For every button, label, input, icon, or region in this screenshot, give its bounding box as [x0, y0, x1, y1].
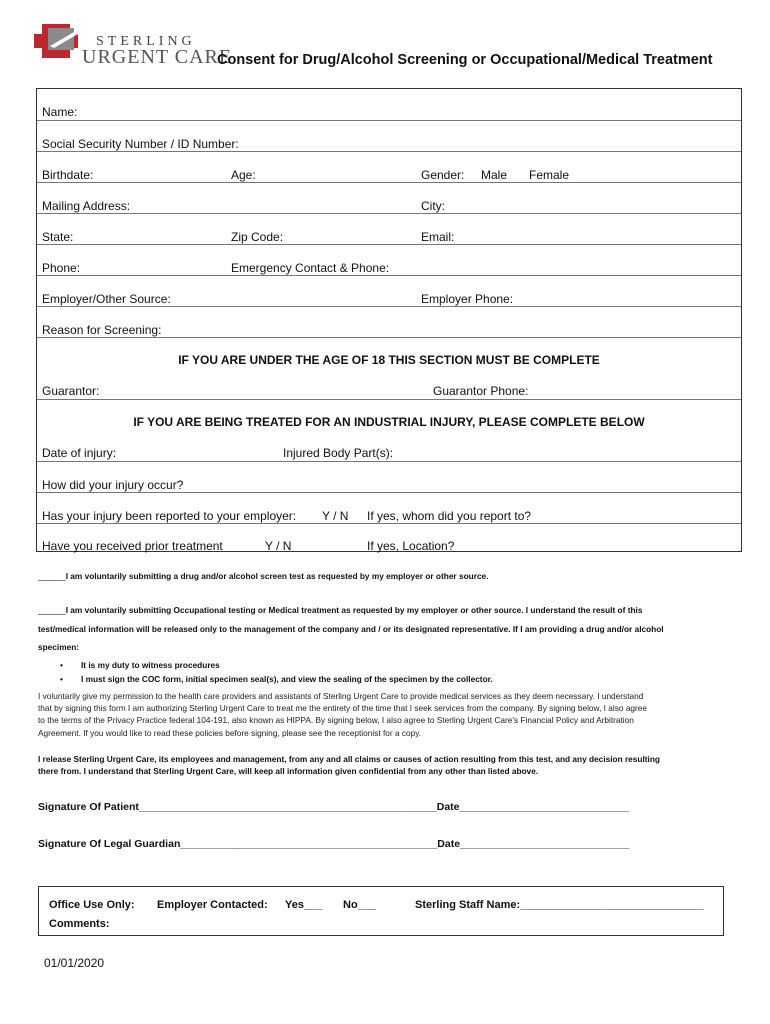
mailing-address-label: Mailing Address:	[42, 199, 131, 213]
release-line: there from. I understand that Sterling Urgent Care, will keep all information given confidential from any other than listed above.	[38, 766, 539, 777]
reason-label: Reason for Screening:	[42, 323, 162, 337]
email-label: Email:	[421, 230, 455, 244]
form-row-how-injury	[37, 461, 741, 492]
bullet-dot-icon: •	[60, 660, 63, 670]
employer-contacted-no[interactable]: No___	[343, 899, 377, 911]
employer-contacted-yes[interactable]: Yes___	[285, 899, 323, 911]
drug-screen-initial-blank[interactable]: ______	[38, 571, 66, 581]
guarantor-phone-label: Guarantor Phone:	[433, 384, 529, 398]
release-line: I release Sterling Urgent Care, its employees and management, from any and all claims or causes of action resulting from this test, and any decision resulting	[38, 754, 660, 764]
document-title: Consent for Drug/Alcohol Screening or Occupational/Medical Treatment	[217, 52, 713, 68]
prior-treatment-label: Have you received prior treatment	[42, 539, 223, 553]
name-label: Name:	[42, 105, 78, 119]
reported-to-whom-label: If yes, whom did you report to?	[367, 509, 532, 523]
form-row-ssn	[37, 120, 741, 151]
form-row-birthdate	[37, 151, 741, 182]
state-label: State:	[42, 230, 74, 244]
injury-section-heading: IF YOU ARE BEING TREATED FOR AN INDUSTRIAL INJURY, PLEASE COMPLETE BELOW	[133, 415, 645, 429]
form-row-name	[37, 89, 741, 120]
gender-male-option[interactable]: Male	[481, 168, 508, 182]
form-row-phone	[37, 244, 741, 275]
comments-label: Comments:	[49, 918, 110, 930]
minor-section-header	[37, 337, 741, 368]
brand-name-line2: URGENT CARE	[82, 46, 233, 68]
form-row-reason	[37, 306, 741, 337]
permission-line: Agreement. If you would like to read these policies before signing, please see the receptionist for a copy.	[38, 727, 422, 738]
employer-label: Employer/Other Source:	[42, 292, 171, 306]
release-paragraph	[38, 753, 738, 777]
guardian-signature-line[interactable]: Signature Of Legal Guardian____________________________________________Date_____________________________	[38, 838, 630, 850]
occupational-consent	[38, 603, 642, 617]
bullet-item	[60, 674, 493, 684]
drug-screen-consent	[38, 569, 488, 583]
bullet-text: I must sign the COC form, initial specimen seal(s), and view the sealing of the specimen by the collector.	[81, 674, 493, 684]
office-use-box	[38, 886, 724, 936]
ssn-label: Social Security Number / ID Number:	[42, 137, 239, 151]
occupational-initial-blank[interactable]: ______	[38, 605, 66, 615]
bullet-dot-icon: •	[60, 674, 63, 684]
patient-signature-line[interactable]: Signature Of Patient___________________________________________________Date_____________________________	[38, 801, 629, 813]
occupational-consent-line2: test/medical information will be released only to the management of the company and / or its designated representative. If I am providing a drug and/or alcohol	[38, 624, 664, 634]
employer-contacted-label: Employer Contacted:	[157, 899, 268, 911]
gender-female-option[interactable]: Female	[529, 168, 570, 182]
prior-treatment-yes-no[interactable]: Y / N	[265, 539, 292, 553]
bullet-item	[60, 660, 220, 670]
age-label: Age:	[231, 168, 256, 182]
employer-phone-label: Employer Phone:	[421, 292, 514, 306]
form-row-guarantor	[37, 368, 741, 399]
how-injury-label: How did your injury occur?	[42, 478, 184, 492]
guarantor-label: Guarantor:	[42, 384, 100, 398]
zip-label: Zip Code:	[231, 230, 284, 244]
injured-body-part-label: Injured Body Part(s):	[283, 446, 394, 460]
emergency-contact-label: Emergency Contact & Phone:	[231, 261, 390, 275]
injury-reported-yes-no[interactable]: Y / N	[322, 509, 349, 523]
form-row-prior-treatment	[37, 523, 741, 553]
occupational-consent-line3: specimen:	[38, 642, 80, 652]
gender-label: Gender:	[421, 168, 465, 182]
occupational-consent-text: I am voluntarily submitting Occupational testing or Medical treatment as requested by my employer or other source. I understand the result of this	[65, 605, 643, 615]
city-label: City:	[421, 199, 445, 213]
phone-label: Phone:	[42, 261, 81, 275]
date-of-injury-label: Date of injury:	[42, 446, 117, 460]
form-revision-date: 01/01/2020	[44, 956, 105, 970]
staff-name-field[interactable]: Sterling Staff Name:______________________________	[415, 899, 704, 911]
form-row-address	[37, 182, 741, 213]
drug-screen-consent-text: I am voluntarily submitting a drug and/or alcohol screen test as requested by my employer or other source.	[65, 571, 489, 581]
bullet-text: It is my duty to witness procedures	[81, 660, 220, 670]
injury-reported-label: Has your injury been reported to your employer:	[42, 509, 297, 523]
prior-location-label: If yes, Location?	[367, 539, 455, 553]
minor-section-heading: IF YOU ARE UNDER THE AGE OF 18 THIS SECTION MUST BE COMPLETE	[178, 353, 600, 367]
permission-line: to the terms of the Privacy Practice federal 104-191, also known as HIPPA. By signing below, I also agree to Sterling Urgent Care's Financial Policy and Arbitration	[38, 715, 634, 726]
form-row-state	[37, 213, 741, 244]
birthdate-label: Birthdate:	[42, 168, 94, 182]
permission-line: I voluntarily give my permission to the health care providers and assistants of Sterling Urgent Care to provide medical services as they deem necessary. I understand	[38, 691, 644, 701]
patient-information-form	[36, 88, 742, 552]
injury-section-header	[37, 399, 741, 430]
office-use-label: Office Use Only:	[49, 899, 135, 911]
form-row-injury-date	[37, 430, 741, 461]
permission-paragraph	[38, 690, 738, 739]
brand-name-line1: STERLING	[96, 34, 196, 49]
form-row-reported	[37, 492, 741, 523]
permission-line: that by signing this form I am authorizing Sterling Urgent Care to treat me the entirety of the time that I seek services from the company. By signing below, I also agree	[38, 703, 648, 714]
form-row-employer	[37, 275, 741, 306]
